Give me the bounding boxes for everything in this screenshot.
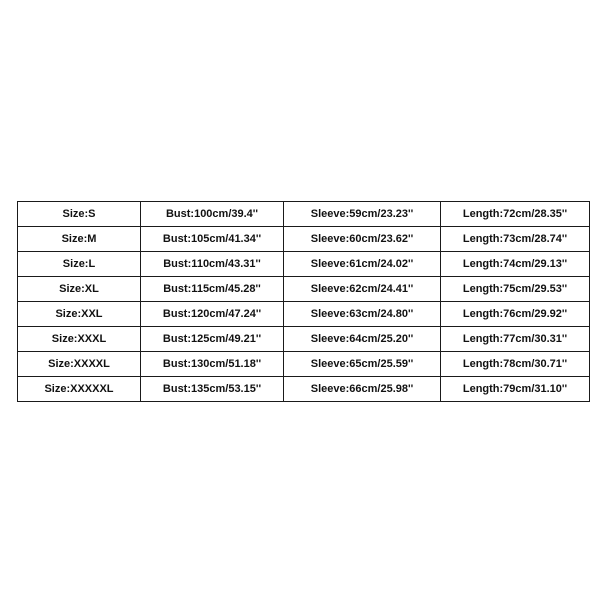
length-cell: Length:74cm/29.13'' <box>441 252 590 277</box>
sleeve-cell: Sleeve:61cm/24.02'' <box>284 252 441 277</box>
table-row <box>18 327 590 352</box>
length-cell: Length:76cm/29.92'' <box>441 302 590 327</box>
size-cell: Size:XXL <box>18 302 141 327</box>
size-cell: Size:XL <box>18 277 141 302</box>
size-cell: Size:L <box>18 252 141 277</box>
bust-cell: Bust:135cm/53.15'' <box>141 377 284 402</box>
bust-cell: Bust:100cm/39.4'' <box>141 202 284 227</box>
table-row <box>18 377 590 402</box>
table-row <box>18 352 590 377</box>
size-chart-table <box>17 201 590 402</box>
size-cell: Size:XXXXL <box>18 352 141 377</box>
size-cell: Size:M <box>18 227 141 252</box>
sleeve-cell: Sleeve:59cm/23.23'' <box>284 202 441 227</box>
bust-cell: Bust:110cm/43.31'' <box>141 252 284 277</box>
table-row <box>18 277 590 302</box>
sleeve-cell: Sleeve:60cm/23.62'' <box>284 227 441 252</box>
sleeve-cell: Sleeve:64cm/25.20'' <box>284 327 441 352</box>
bust-cell: Bust:125cm/49.21'' <box>141 327 284 352</box>
length-cell: Length:75cm/29.53'' <box>441 277 590 302</box>
table-row <box>18 302 590 327</box>
bust-cell: Bust:120cm/47.24'' <box>141 302 284 327</box>
bust-cell: Bust:115cm/45.28'' <box>141 277 284 302</box>
length-cell: Length:73cm/28.74'' <box>441 227 590 252</box>
sleeve-cell: Sleeve:65cm/25.59'' <box>284 352 441 377</box>
table-row <box>18 202 590 227</box>
table-row <box>18 227 590 252</box>
length-cell: Length:79cm/31.10'' <box>441 377 590 402</box>
size-cell: Size:XXXXXL <box>18 377 141 402</box>
bust-cell: Bust:105cm/41.34'' <box>141 227 284 252</box>
size-cell: Size:S <box>18 202 141 227</box>
length-cell: Length:72cm/28.35'' <box>441 202 590 227</box>
sleeve-cell: Sleeve:62cm/24.41'' <box>284 277 441 302</box>
bust-cell: Bust:130cm/51.18'' <box>141 352 284 377</box>
table-row <box>18 252 590 277</box>
sleeve-cell: Sleeve:66cm/25.98'' <box>284 377 441 402</box>
sleeve-cell: Sleeve:63cm/24.80'' <box>284 302 441 327</box>
length-cell: Length:78cm/30.71'' <box>441 352 590 377</box>
length-cell: Length:77cm/30.31'' <box>441 327 590 352</box>
size-cell: Size:XXXL <box>18 327 141 352</box>
